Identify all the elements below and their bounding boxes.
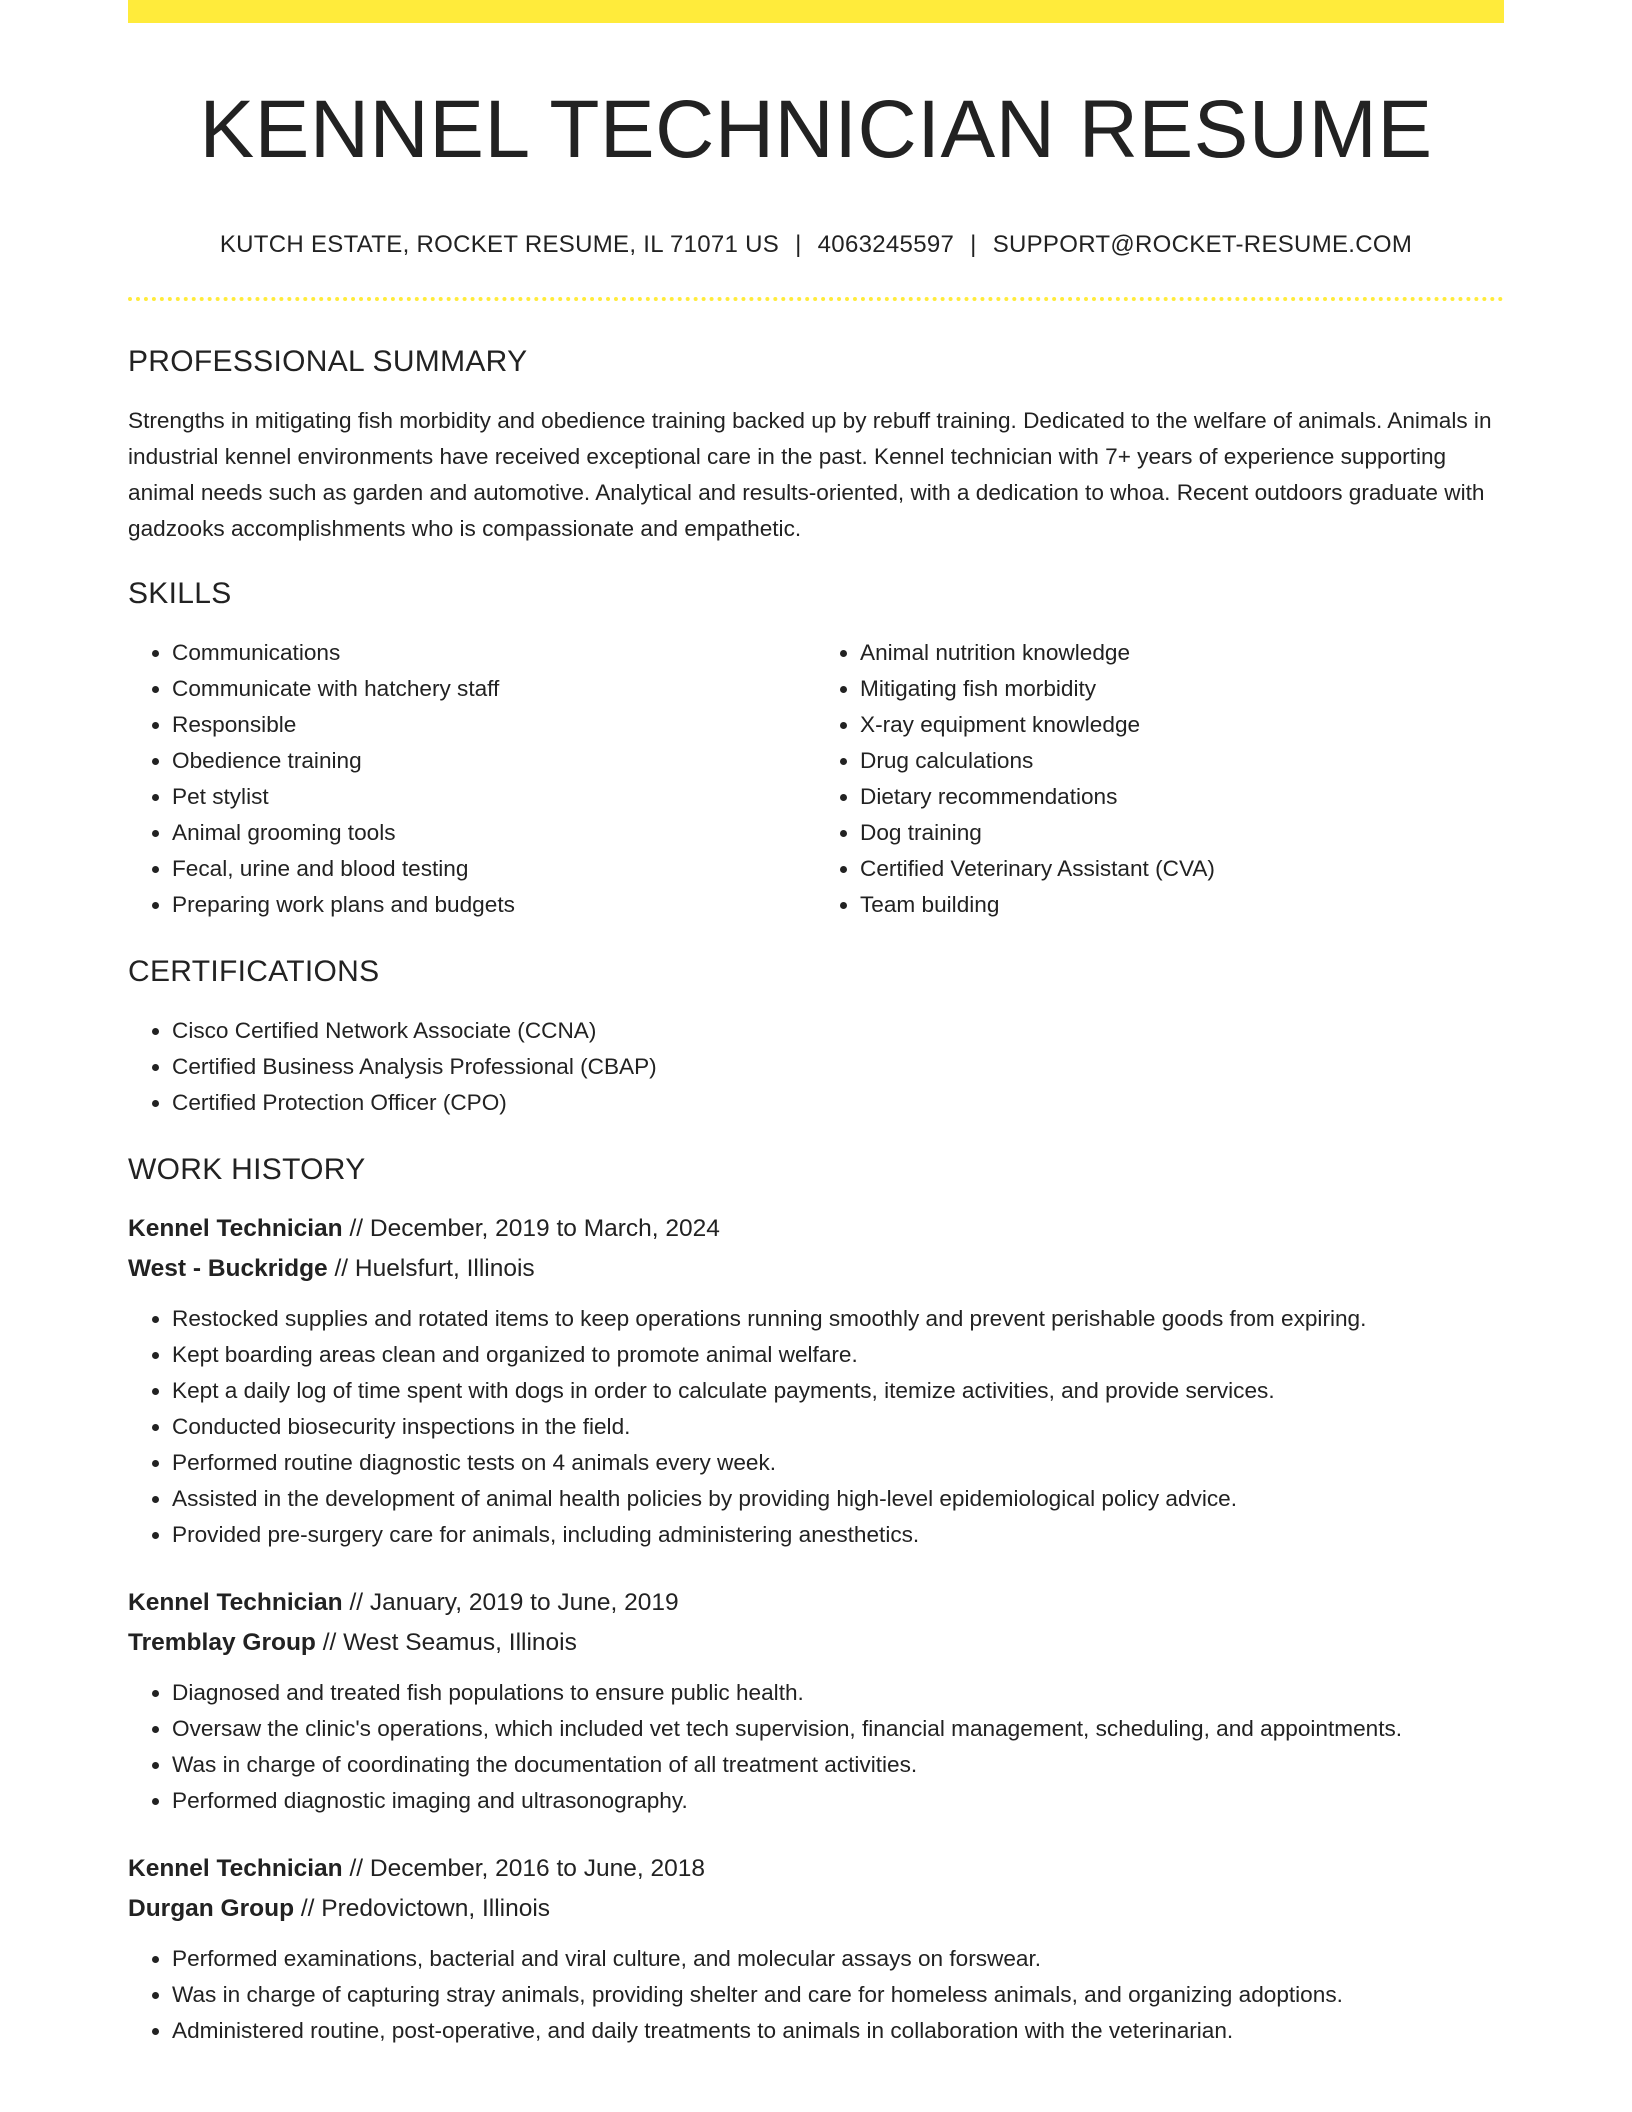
skill-item: • Responsible	[172, 707, 816, 743]
section-title-skills: SKILLS	[128, 577, 232, 611]
skill-item: • Communicate with hatchery staff	[172, 671, 816, 707]
job-dates: // January, 2019 to June, 2019	[342, 1589, 679, 1617]
skill-item: • Fecal, urine and blood testing	[172, 851, 816, 887]
dotted-divider	[128, 297, 1504, 301]
job-location: // Huelsfurt, Illinois	[327, 1255, 535, 1283]
job-bullets	[128, 1675, 1504, 1819]
skill-item: • Animal grooming tools	[172, 815, 816, 851]
job-role-line	[128, 1849, 1504, 1889]
contact-phone: 4063245597	[817, 231, 955, 259]
job-company: Durgan Group	[128, 1895, 295, 1923]
certification-item: • Certified Business Analysis Professional (CBAP)	[172, 1049, 1504, 1085]
certification-item: • Certified Protection Officer (CPO)	[172, 1085, 1504, 1121]
certifications-list	[128, 1013, 1504, 1121]
job-bullet: • Provided pre-surgery care for animals, including administering anesthetics.	[172, 1517, 1504, 1553]
job-bullet: • Assisted in the development of animal health policies by providing high-level epidemiological policy advice.	[172, 1481, 1504, 1517]
skill-item: • Preparing work plans and budgets	[172, 887, 816, 923]
job-role-line	[128, 1583, 1504, 1623]
job-bullet: • Diagnosed and treated fish populations to ensure public health.	[172, 1675, 1504, 1711]
job-dates: // December, 2016 to June, 2018	[342, 1855, 705, 1883]
job-bullets	[128, 1301, 1504, 1553]
job-bullet: • Was in charge of capturing stray animals, providing shelter and care for homeless animals, and organizing adoptions.	[172, 1977, 1504, 2013]
skill-item: • Pet stylist	[172, 779, 816, 815]
top-accent-bar	[128, 0, 1504, 23]
section-title-work-history: WORK HISTORY	[128, 1153, 366, 1187]
job-bullet: • Kept a daily log of time spent with dogs in order to calculate payments, itemize activities, and provide services.	[172, 1373, 1504, 1409]
job-location: // West Seamus, Illinois	[315, 1629, 577, 1657]
skill-item: • Obedience training	[172, 743, 816, 779]
skills-list-right	[816, 635, 1504, 923]
job-company-line	[128, 1889, 1504, 1929]
skill-item: • Team building	[860, 887, 1504, 923]
job-bullet: • Kept boarding areas clean and organized to promote animal welfare.	[172, 1337, 1504, 1373]
summary-text: Strengths in mitigating fish morbidity and obedience training backed up by rebuff training. Dedicated to the welfare of animals. Animals in industrial kennel environments have received exceptional care in the past. Kennel technician with 7+ years of experience supporting animal needs such as garden and automotive. Analytical and results-oriented, with a dedication to whoa. Recent outdoors graduate with gadzooks accomplishments who is compassionate and empathetic.	[128, 408, 1492, 542]
job-location: // Predovictown, Illinois	[294, 1895, 551, 1923]
contact-email: SUPPORT@ROCKET-RESUME.COM	[992, 231, 1413, 259]
job-role: Kennel Technician	[128, 1215, 343, 1243]
job-company: West - Buckridge	[128, 1255, 328, 1283]
skill-item: • Dog training	[860, 815, 1504, 851]
job-dates: // December, 2019 to March, 2024	[342, 1215, 720, 1243]
job-bullets	[128, 1941, 1504, 2049]
job-company: Tremblay Group	[128, 1629, 316, 1657]
contact-address: KUTCH ESTATE, ROCKET RESUME, IL 71071 US	[219, 231, 780, 259]
job-bullet: • Was in charge of coordinating the documentation of all treatment activities.	[172, 1747, 1504, 1783]
job-entry	[128, 1849, 1504, 2049]
resume-title: KENNEL TECHNICIAN RESUME	[199, 84, 1433, 175]
job-entry	[128, 1209, 1504, 1553]
job-bullet: • Administered routine, post-operative, and daily treatments to animals in collaboration with the veterinarian.	[172, 2013, 1504, 2049]
skill-item: • Communications	[172, 635, 816, 671]
job-company-line	[128, 1249, 1504, 1289]
job-bullet: • Conducted biosecurity inspections in the field.	[172, 1409, 1504, 1445]
job-role: Kennel Technician	[128, 1855, 343, 1883]
contact-line	[128, 231, 1504, 259]
job-bullet: • Performed diagnostic imaging and ultrasonography.	[172, 1783, 1504, 1819]
job-company-line	[128, 1623, 1504, 1663]
skill-item: • Dietary recommendations	[860, 779, 1504, 815]
skill-item: • Mitigating fish morbidity	[860, 671, 1504, 707]
skill-item: • Animal nutrition knowledge	[860, 635, 1504, 671]
job-bullet: • Restocked supplies and rotated items to keep operations running smoothly and prevent perishable goods from expiring.	[172, 1301, 1504, 1337]
section-title-summary: PROFESSIONAL SUMMARY	[128, 345, 528, 379]
certification-item: • Cisco Certified Network Associate (CCNA)	[172, 1013, 1504, 1049]
job-bullet: • Performed routine diagnostic tests on 4 animals every week.	[172, 1445, 1504, 1481]
contact-separator: |	[795, 231, 802, 259]
job-role: Kennel Technician	[128, 1589, 343, 1617]
skill-item: • Certified Veterinary Assistant (CVA)	[860, 851, 1504, 887]
job-bullet: • Oversaw the clinic's operations, which included vet tech supervision, financial management, scheduling, and appointments.	[172, 1711, 1504, 1747]
section-title-certifications: CERTIFICATIONS	[128, 955, 380, 989]
skills-list-left	[128, 635, 816, 923]
resume-page	[128, 0, 1504, 2049]
job-role-line	[128, 1209, 1504, 1249]
contact-separator: |	[970, 231, 977, 259]
skills-columns	[128, 635, 1504, 923]
job-bullet: • Performed examinations, bacterial and viral culture, and molecular assays on forswear.	[172, 1941, 1504, 1977]
skill-item: • Drug calculations	[860, 743, 1504, 779]
job-entry	[128, 1583, 1504, 1819]
skill-item: • X-ray equipment knowledge	[860, 707, 1504, 743]
